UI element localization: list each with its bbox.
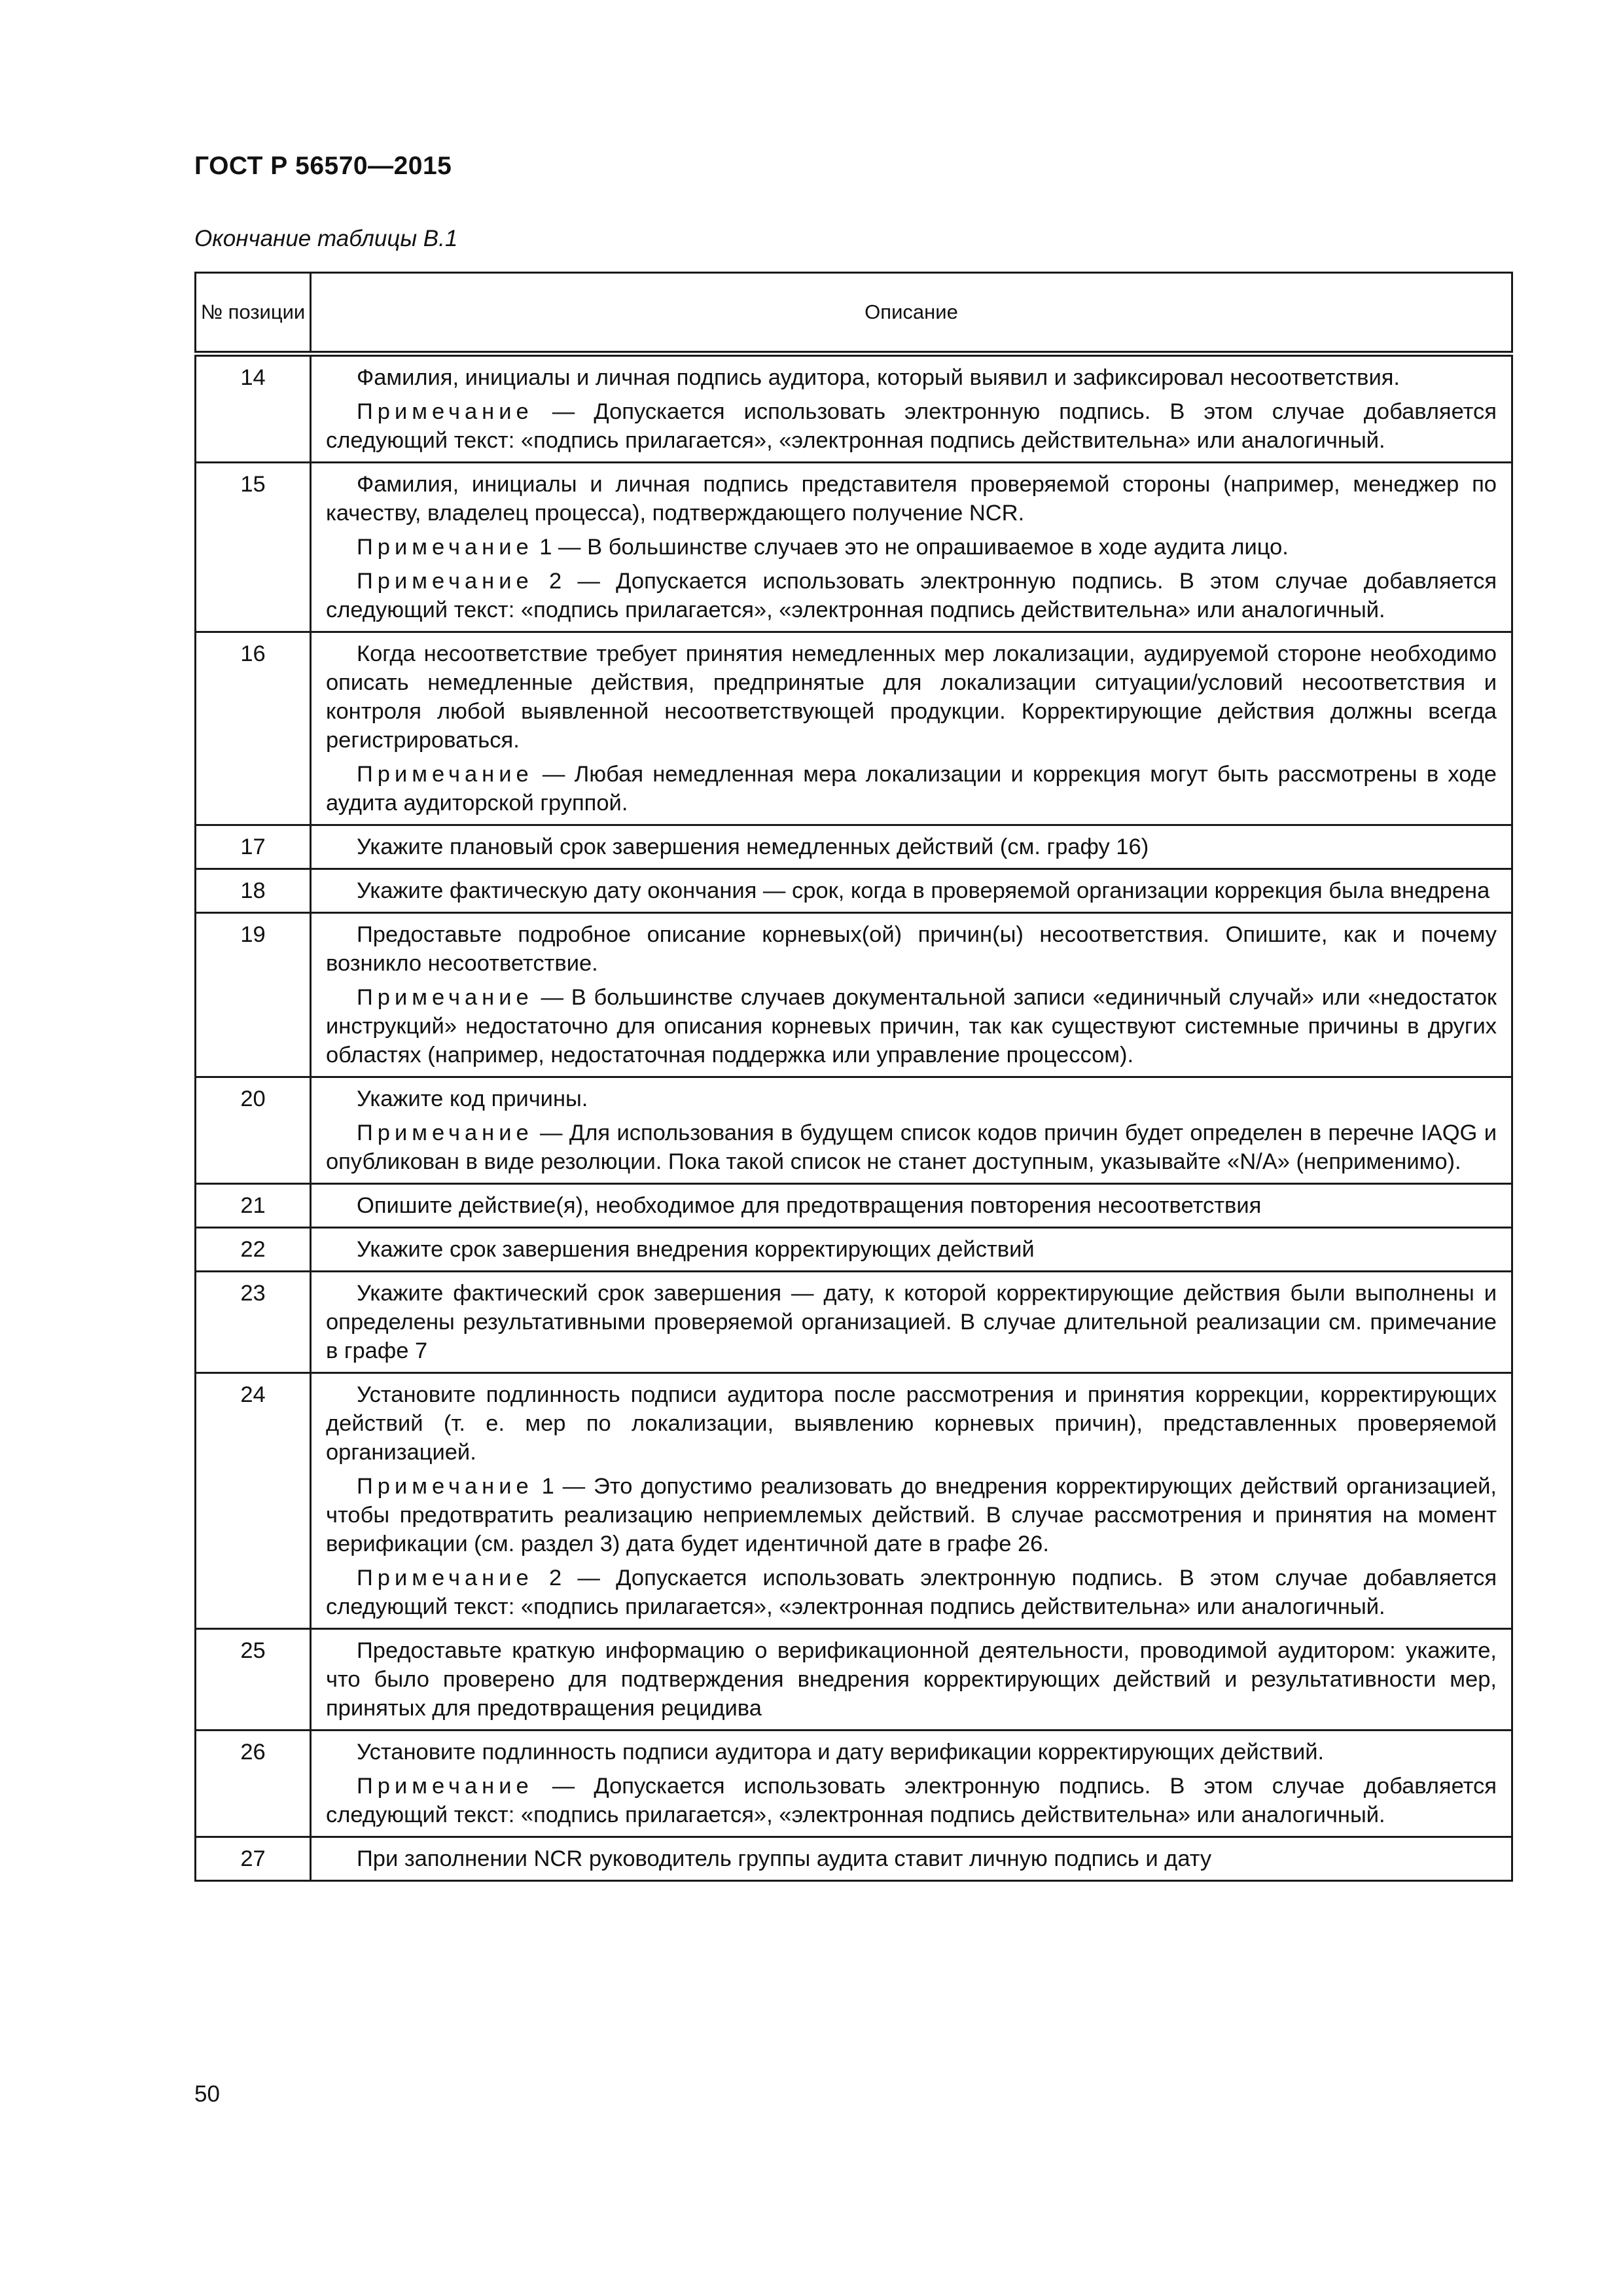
description-cell: [311, 354, 1512, 463]
note-label: Примечание: [357, 762, 533, 787]
paragraph-text: Установите подлинность подписи аудитора после рассмотрения и принятия коррекции, корректирующих действий (т. е. мер по локализации, выявлению корневых причин), представленных проверяемой организацией.: [326, 1382, 1497, 1465]
note-label: Примечание: [357, 535, 533, 560]
description-paragraph: [326, 1085, 1497, 1113]
paragraph-text: Укажите плановый срок завершения немедленных действий (см. графу 16): [357, 834, 1149, 859]
description-cell: [311, 632, 1512, 825]
description-cell: [311, 1837, 1512, 1881]
paragraph-text: — Любая немедленная мера локализации и коррекция могут быть рассмотрены в ходе аудита аудиторской группой.: [326, 762, 1497, 816]
description-paragraph: [326, 920, 1497, 978]
description-paragraph: [326, 363, 1497, 392]
table-row: [196, 1373, 1512, 1629]
position-number-cell: 26: [196, 1731, 311, 1837]
note-label: Примечание: [357, 1474, 533, 1499]
note-label: Примечание: [357, 985, 533, 1010]
table-row: [196, 1228, 1512, 1272]
position-number-cell: 21: [196, 1184, 311, 1228]
note-paragraph: [326, 1472, 1497, 1558]
table-container: [194, 272, 1511, 1882]
position-number-cell: 20: [196, 1077, 311, 1184]
paragraph-text: Укажите фактический срок завершения — дату, к которой корректирующие действия были выполнены и определены результативными проверяемой организацией. В случае длительной реализации см. примечание в графе 7: [326, 1281, 1497, 1363]
description-cell: [311, 825, 1512, 869]
paragraph-text: Укажите фактическую дату окончания — срок, когда в проверяемой организации коррекция была внедрена: [357, 878, 1490, 903]
description-cell: [311, 1731, 1512, 1837]
description-paragraph: [326, 1279, 1497, 1365]
table-row: [196, 463, 1512, 632]
paragraph-text: — Допускается использовать электронную подпись. В этом случае добавляется следующий текст: «подпись прилагается», «электронная подпись действительна» или аналогичный.: [326, 1774, 1497, 1827]
paragraph-text: Когда несоответствие требует принятия немедленных мер локализации, аудируемой стороне необходимо описать немедленные действия, предпринятые для локализации ситуации/условий несоответствия и контроля любой выявленной несоответствующей продукции. Корректирующие действия должны всегда регистрироваться.: [326, 641, 1497, 753]
note-label: Примечание: [357, 399, 533, 424]
paragraph-text: 1 — Это допустимо реализовать до внедрения корректирующих действий организацией, чтобы предотвратить реализацию неприемлемых действий. В случае рассмотрения и принятия на момент верификации (см. раздел 3) дата будет идентичной дате в графе 26.: [326, 1474, 1497, 1556]
description-cell: [311, 1077, 1512, 1184]
table-row: [196, 1272, 1512, 1373]
note-label: Примечание: [357, 1566, 533, 1590]
description-paragraph: [326, 833, 1497, 861]
description-cell: [311, 869, 1512, 913]
paragraph-text: Фамилия, инициалы и личная подпись представителя проверяемой стороны (например, менеджер по качеству, владелец процесса), подтверждающего получение NCR.: [326, 472, 1497, 526]
paragraph-text: При заполнении NCR руководитель группы аудита ставит личную подпись и дату: [357, 1846, 1212, 1871]
description-paragraph: [326, 1738, 1497, 1767]
note-paragraph: [326, 760, 1497, 817]
description-cell: [311, 1629, 1512, 1731]
position-number-cell: 18: [196, 869, 311, 913]
description-table: [194, 272, 1513, 1882]
table-row: [196, 632, 1512, 825]
note-paragraph: [326, 567, 1497, 624]
page-number: 50: [194, 2081, 220, 2107]
description-paragraph: [326, 1636, 1497, 1723]
column-header-description: Описание: [311, 273, 1512, 354]
description-paragraph: [326, 1235, 1497, 1264]
table-body: [196, 354, 1512, 1881]
description-paragraph: [326, 470, 1497, 528]
note-paragraph: [326, 397, 1497, 455]
table-row: [196, 825, 1512, 869]
description-paragraph: [326, 1844, 1497, 1873]
description-cell: [311, 1228, 1512, 1272]
table-row: [196, 869, 1512, 913]
description-paragraph: [326, 876, 1497, 905]
table-caption: Окончание таблицы В.1: [194, 226, 458, 251]
description-paragraph: [326, 1380, 1497, 1467]
position-number-cell: 24: [196, 1373, 311, 1629]
description-cell: [311, 913, 1512, 1077]
table-row: [196, 1184, 1512, 1228]
position-number-cell: 19: [196, 913, 311, 1077]
note-label: Примечание: [357, 1774, 533, 1799]
table-row: [196, 354, 1512, 463]
position-number-cell: 25: [196, 1629, 311, 1731]
paragraph-text: 2 — Допускается использовать электронную подпись. В этом случае добавляется следующий текст: «подпись прилагается», «электронная подпись действительна» или аналогичный.: [326, 569, 1497, 622]
note-paragraph: [326, 1772, 1497, 1829]
description-cell: [311, 463, 1512, 632]
column-header-position-number: № позиции: [196, 273, 311, 354]
paragraph-text: Предоставьте краткую информацию о верификационной деятельности, проводимой аудитором: укажите, что было проверено для подтверждения внедрения корректирующих действий и результативности мер, принятых для предотвращения рецидива: [326, 1638, 1497, 1721]
paragraph-text: Укажите срок завершения внедрения корректирующих действий: [357, 1237, 1035, 1262]
note-paragraph: [326, 983, 1497, 1069]
description-cell: [311, 1184, 1512, 1228]
paragraph-text: — Для использования в будущем список кодов причин будет определен в перечне IAQG и опубликован в виде резолюции. Пока такой список не станет доступным, указывайте «N/A» (неприменимо).: [326, 1121, 1497, 1174]
table-row: [196, 1837, 1512, 1881]
note-label: Примечание: [357, 1121, 533, 1145]
paragraph-text: Предоставьте подробное описание корневых(ой) причин(ы) несоответствия. Опишите, как и почему возникло несоответствие.: [326, 922, 1497, 976]
paragraph-text: Фамилия, инициалы и личная подпись аудитора, который выявил и зафиксировал несоответствия.: [357, 365, 1400, 390]
description-cell: [311, 1373, 1512, 1629]
description-paragraph: [326, 639, 1497, 755]
paragraph-text: — Допускается использовать электронную подпись. В этом случае добавляется следующий текст: «подпись прилагается», «электронная подпись действительна» или аналогичный.: [326, 399, 1497, 453]
paragraph-text: — В большинстве случаев документальной записи «единичный случай» или «недостаток инструкций» недостаточно для описания корневых причин, так как существуют системные причины в других областях (например, недостаточная поддержка или управление процессом).: [326, 985, 1497, 1067]
paragraph-text: 1 — В большинстве случаев это не опрашиваемое в ходе аудита лицо.: [533, 535, 1289, 560]
note-paragraph: [326, 533, 1497, 562]
paragraph-text: Укажите код причины.: [357, 1086, 588, 1111]
paragraph-text: Опишите действие(я), необходимое для предотвращения повторения несоответствия: [357, 1193, 1262, 1218]
note-paragraph: [326, 1119, 1497, 1176]
note-label: Примечание: [357, 569, 533, 594]
table-row: [196, 1731, 1512, 1837]
position-number-cell: 15: [196, 463, 311, 632]
description-paragraph: [326, 1191, 1497, 1220]
paragraph-text: 2 — Допускается использовать электронную подпись. В этом случае добавляется следующий текст: «подпись прилагается», «электронная подпись действительна» или аналогичный.: [326, 1566, 1497, 1619]
position-number-cell: 17: [196, 825, 311, 869]
table-row: [196, 1629, 1512, 1731]
table-row: [196, 913, 1512, 1077]
position-number-cell: 23: [196, 1272, 311, 1373]
position-number-cell: 16: [196, 632, 311, 825]
position-number-cell: 14: [196, 354, 311, 463]
note-paragraph: [326, 1564, 1497, 1621]
table-header-row: [196, 273, 1512, 354]
position-number-cell: 27: [196, 1837, 311, 1881]
paragraph-text: Установите подлинность подписи аудитора и дату верификации корректирующих действий.: [357, 1740, 1325, 1765]
description-cell: [311, 1272, 1512, 1373]
position-number-cell: 22: [196, 1228, 311, 1272]
table-row: [196, 1077, 1512, 1184]
document-code: ГОСТ Р 56570—2015: [194, 152, 452, 180]
